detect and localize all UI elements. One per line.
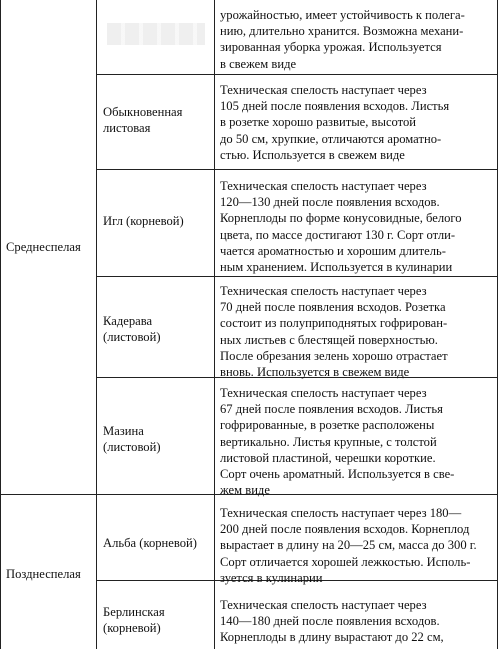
table-cell-variety: Кадерава (листовой) bbox=[103, 314, 161, 345]
table-cell-description: Техническая спелость наступает через 70 дней после появления всходов. Розетка состоит из полуприподнятых гофрирован- ных листьев с блестящей поверхностью. После обрезания зелень хорошо отрастает вновь. Используется в свежем виде bbox=[220, 284, 448, 380]
table-row-divider bbox=[96, 276, 497, 277]
table-cell-variety: Мазина (листовой) bbox=[103, 424, 161, 455]
table-cell-description: урожайностью, имеет устойчивость к полега- нию, длительно хранится. Возможна механи- зированная уборка урожая. Используется в свежем виде bbox=[220, 8, 465, 71]
table-cell-description: Техническая спелость наступает через 180— 200 дней после появления всходов. Корнеплод вырастает в длину на 20—25 см, масса до 300 г. Сорт отличается хорошей лежкостью. Исполь- зуется в кулинарии bbox=[220, 506, 477, 585]
table-row-divider bbox=[96, 169, 497, 170]
table-cell-variety: Обыкновенная листовая bbox=[103, 105, 183, 136]
table-row-divider bbox=[96, 74, 497, 75]
table-cell-description: Техническая спелость наступает через 67 дней после появления всходов. Листья гофрированные, в розетке расположены вертикально. Листья крупные, с толстой листовой пластиной, черешки короткие. Сорт очень ароматный. Используется в све- жем виде bbox=[220, 386, 455, 498]
faded-header-text bbox=[107, 23, 205, 45]
table-column-divider-1 bbox=[96, 0, 97, 649]
table-column-divider-2 bbox=[214, 0, 215, 649]
group-label-medium-ripe: Среднеспелая bbox=[6, 240, 81, 254]
table-cell-description: Техническая спелость наступает через 120—130 дней после появления всходов. Корнеплоды по форме конусовидные, белого цвета, по массе достигают 130 г. Сорт отли- чается ароматностью и хорошим длитель- ным хранением. Используется в кулинарии bbox=[220, 179, 462, 275]
table-cell-variety: Альба (корневой) bbox=[103, 536, 197, 550]
table-cell-description: Техническая спелость наступает через 105 дней после появления всходов. Листья в розетке хорошо развитые, высотой до 50 см, хрупкие, отличаются ароматно- стью. Используется в свежем виде bbox=[220, 83, 450, 162]
table-right-border bbox=[497, 0, 498, 649]
table-cell-description: Техническая спелость наступает через 140—180 дней после появления всходов. Корнеплоды в длину вырастают до 22 см, bbox=[220, 598, 444, 645]
table-left-border bbox=[0, 0, 1, 649]
table-cell-variety: Игл (корневой) bbox=[103, 214, 184, 228]
group-label-late-ripe: Позднеспелая bbox=[6, 567, 81, 581]
table-cell-variety: Берлинская (корневой) bbox=[103, 605, 165, 636]
